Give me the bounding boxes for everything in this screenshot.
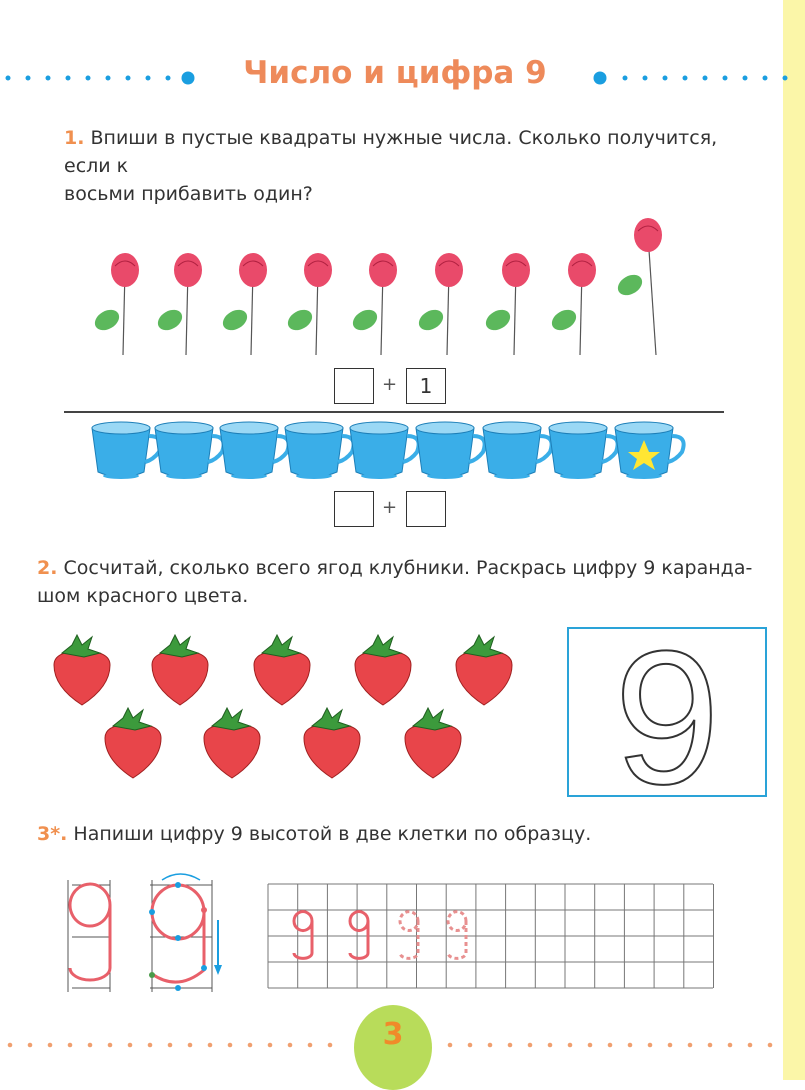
strawberry — [54, 635, 110, 705]
dot — [768, 1043, 773, 1048]
dot — [8, 1043, 13, 1048]
dot — [648, 1043, 653, 1048]
stroke-order-nine — [149, 874, 222, 991]
dot — [528, 1043, 533, 1048]
dot — [168, 1043, 173, 1048]
task1-line1: Впиши в пустые квадраты нужные числа. Сколько получится, если к — [64, 127, 718, 177]
cup — [615, 422, 684, 479]
dot — [328, 1043, 333, 1048]
dot — [228, 1043, 233, 1048]
dot — [88, 1043, 93, 1048]
strawberry — [304, 708, 360, 778]
dot — [748, 1043, 753, 1048]
cup — [416, 422, 485, 479]
rose — [154, 253, 202, 355]
rose — [614, 218, 662, 355]
dot — [628, 1043, 633, 1048]
task1-text — [64, 124, 764, 208]
digit-nine-sample — [70, 884, 110, 980]
cup — [92, 422, 161, 479]
cup — [285, 422, 354, 479]
task2-text — [37, 554, 767, 610]
task2-line2: шом красного цвета. — [37, 585, 249, 607]
strawberry — [254, 635, 310, 705]
strawberry — [152, 635, 208, 705]
task2-line1: Сосчитай, сколько всего ягод клубники. Раскрась цифру 9 каранда- — [63, 557, 753, 579]
answer-box-1[interactable] — [334, 368, 374, 404]
dot — [708, 1043, 713, 1048]
dot — [188, 1043, 193, 1048]
strawberry — [204, 708, 260, 778]
divider-line — [64, 411, 724, 413]
dot — [248, 1043, 253, 1048]
rose — [91, 253, 139, 355]
dot — [548, 1043, 553, 1048]
cup — [350, 422, 419, 479]
digit-nine-sample — [122, 843, 206, 971]
dot — [208, 1043, 213, 1048]
writing-grid[interactable] — [268, 884, 714, 988]
outline-digit: 9 — [614, 612, 720, 824]
page-number: 3 — [354, 1005, 432, 1090]
dot — [508, 1043, 513, 1048]
rose — [482, 253, 530, 355]
dot — [468, 1043, 473, 1048]
rose — [349, 253, 397, 355]
task2-number: 2. — [37, 557, 58, 579]
dot — [688, 1043, 693, 1048]
digit-nine-sample — [350, 912, 368, 959]
task3-line1: Напиши цифру 9 высотой в две клетки по образцу. — [73, 823, 592, 845]
task3-number: 3*. — [37, 823, 68, 845]
known-box: 1 — [406, 368, 446, 404]
dot — [28, 1043, 33, 1048]
digit-nine-sample — [294, 912, 312, 959]
strawberry — [355, 635, 411, 705]
plus-sign: + — [382, 497, 398, 518]
dot — [148, 1043, 153, 1048]
answer-box-2[interactable] — [334, 491, 374, 527]
cup — [220, 422, 289, 479]
cup — [155, 422, 224, 479]
plus-sign: + — [382, 374, 398, 395]
strawberry — [405, 708, 461, 778]
dot — [288, 1043, 293, 1048]
dot — [308, 1043, 313, 1048]
task3-text — [37, 820, 767, 848]
rose — [219, 253, 267, 355]
dot — [588, 1043, 593, 1048]
dot — [128, 1043, 133, 1048]
dot — [108, 1043, 113, 1048]
dot — [668, 1043, 673, 1048]
strawberry — [456, 635, 512, 705]
strawberry — [105, 708, 161, 778]
digit-nine-sample — [400, 912, 418, 959]
dot — [568, 1043, 573, 1048]
dot — [268, 1043, 273, 1048]
dot — [68, 1043, 73, 1048]
answer-box-3[interactable] — [406, 491, 446, 527]
rose — [548, 253, 596, 355]
digit-nine-sample — [448, 912, 466, 959]
rose — [284, 253, 332, 355]
cup — [549, 422, 618, 479]
coloring-digit-box[interactable] — [567, 612, 767, 824]
task1-number: 1. — [64, 127, 85, 149]
task1-line2: восьми прибавить один? — [64, 183, 313, 205]
rose — [415, 253, 463, 355]
dot — [448, 1043, 453, 1048]
dot — [728, 1043, 733, 1048]
dot — [488, 1043, 493, 1048]
dot — [48, 1043, 53, 1048]
page-title: Число и цифра 9 — [243, 55, 547, 91]
cup — [483, 422, 552, 479]
dot — [608, 1043, 613, 1048]
